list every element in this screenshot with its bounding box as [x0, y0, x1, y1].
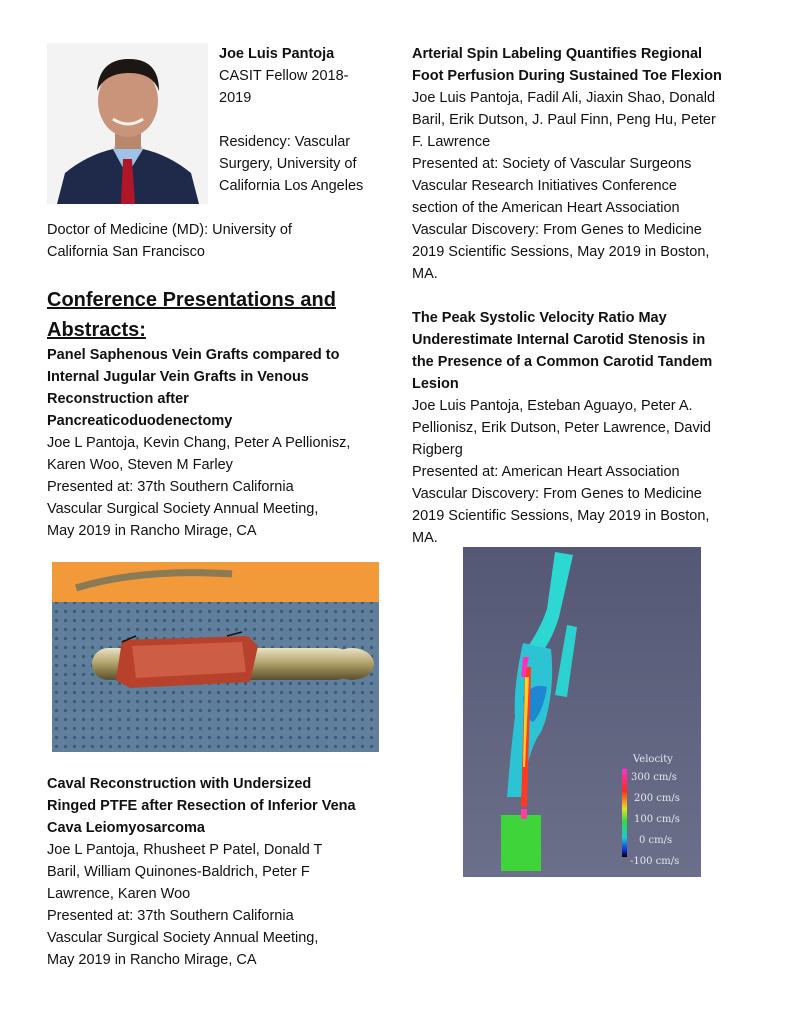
- abstract-authors-line: Joe Luis Pantoja, Fadil Ali, Jiaxin Shao, Donald: [412, 90, 716, 106]
- abstract-authors-line: Baril, William Quinones-Baldrich, Peter F: [47, 864, 310, 880]
- abstract-title-line: Ringed PTFE after Resection of Inferior Vena: [47, 798, 356, 814]
- abstract-venue-line: 2019 Scientific Sessions, May 2019 in Boston,: [412, 508, 710, 524]
- fellowship-line: 2019: [219, 90, 252, 106]
- bio-block: [219, 43, 394, 197]
- degree-line: California San Francisco: [47, 244, 205, 260]
- abstract-title-line: Foot Perfusion During Sustained Toe Flexion: [412, 68, 722, 84]
- legend-tick: -100 cm/s: [630, 856, 680, 867]
- vein-graft-photo: [52, 562, 379, 752]
- abstract-venue-line: MA.: [412, 266, 438, 282]
- legend-tick: 0 cm/s: [639, 835, 673, 846]
- abstract-authors-line: Joe L Pantoja, Rhusheet P Patel, Donald T: [47, 842, 323, 858]
- legend-tick: 100 cm/s: [634, 814, 680, 825]
- legend-tick: 200 cm/s: [634, 793, 680, 804]
- spacer: [219, 109, 394, 131]
- abstract-title-line: Internal Jugular Vein Grafts in Venous: [47, 369, 309, 385]
- abstract-authors-line: Lawrence, Karen Woo: [47, 886, 191, 902]
- degree-line: Doctor of Medicine (MD): University of: [47, 222, 292, 238]
- abstract-authors-line: Pellionisz, Erik Dutson, Peter Lawrence, David: [412, 420, 711, 436]
- abstract-venue-line: 2019 Scientific Sessions, May 2019 in Boston,: [412, 244, 710, 260]
- abstract-venue-line: Presented at: 37th Southern California: [47, 908, 294, 924]
- residency-line: Residency: Vascular: [219, 134, 351, 150]
- abstract-title-line: Arterial Spin Labeling Quantifies Regional: [412, 46, 703, 62]
- abstract-venue-line: Vascular Discovery: From Genes to Medicine: [412, 486, 702, 502]
- velocity-colorbar: [622, 769, 627, 857]
- abstract-entry: [47, 344, 392, 542]
- headshot-photo: [47, 43, 208, 204]
- abstract-venue-line: Presented at: 37th Southern California: [47, 479, 294, 495]
- abstract-venue-line: Vascular Discovery: From Genes to Medicine: [412, 222, 702, 238]
- abstract-title-line: Cava Leiomyosarcoma: [47, 820, 205, 836]
- person-name: Joe Luis Pantoja: [219, 46, 335, 62]
- abstract-authors-line: F. Lawrence: [412, 134, 491, 150]
- fellowship-line: CASIT Fellow 2018-: [219, 68, 349, 84]
- abstract-venue-line: Vascular Surgical Society Annual Meeting,: [47, 930, 319, 946]
- abstract-entry: [412, 43, 757, 285]
- section-heading: Conference Presentations and Abstracts:: [47, 289, 336, 341]
- legend-title: Velocity: [633, 754, 673, 765]
- abstract-venue-line: Presented at: Society of Vascular Surgeons: [412, 156, 692, 172]
- abstract-venue-line: May 2019 in Rancho Mirage, CA: [47, 952, 257, 968]
- abstract-title-line: Panel Saphenous Vein Grafts compared to: [47, 347, 340, 363]
- abstract-authors-line: Joe L Pantoja, Kevin Chang, Peter A Pellionisz,: [47, 435, 351, 451]
- abstract-venue-line: MA.: [412, 530, 438, 546]
- carotid-velocity-figure: [463, 547, 701, 877]
- abstract-venue-line: Presented at: American Heart Association: [412, 464, 680, 480]
- abstract-venue-line: May 2019 in Rancho Mirage, CA: [47, 523, 257, 539]
- abstract-authors-line: Joe Luis Pantoja, Esteban Aguayo, Peter A.: [412, 398, 693, 414]
- abstract-authors-line: Karen Woo, Steven M Farley: [47, 457, 233, 473]
- abstract-entry: [412, 307, 757, 549]
- abstract-entry: [47, 773, 392, 971]
- abstract-venue-line: Vascular Surgical Society Annual Meeting,: [47, 501, 319, 517]
- abstract-authors-line: Rigberg: [412, 442, 463, 458]
- cca-vessel: [501, 815, 541, 871]
- abstract-title-line: Lesion: [412, 376, 459, 392]
- legend-tick: 300 cm/s: [631, 772, 677, 783]
- residency-line: Surgery, University of: [219, 156, 357, 172]
- degree-block: [47, 219, 392, 263]
- abstract-title-line: the Presence of a Common Carotid Tandem: [412, 354, 713, 370]
- abstract-title-line: Reconstruction after: [47, 391, 189, 407]
- residency-line: California Los Angeles: [219, 178, 364, 194]
- abstract-venue-line: Vascular Research Initiatives Conference: [412, 178, 677, 194]
- abstract-venue-line: section of the American Heart Association: [412, 200, 680, 216]
- abstract-title-line: Pancreaticoduodenectomy: [47, 413, 233, 429]
- abstract-title-line: The Peak Systolic Velocity Ratio May: [412, 310, 667, 326]
- abstract-title-line: Underestimate Internal Carotid Stenosis in: [412, 332, 706, 348]
- abstract-authors-line: Baril, Erik Dutson, J. Paul Finn, Peng Hu, Peter: [412, 112, 716, 128]
- abstract-title-line: Caval Reconstruction with Undersized: [47, 776, 312, 792]
